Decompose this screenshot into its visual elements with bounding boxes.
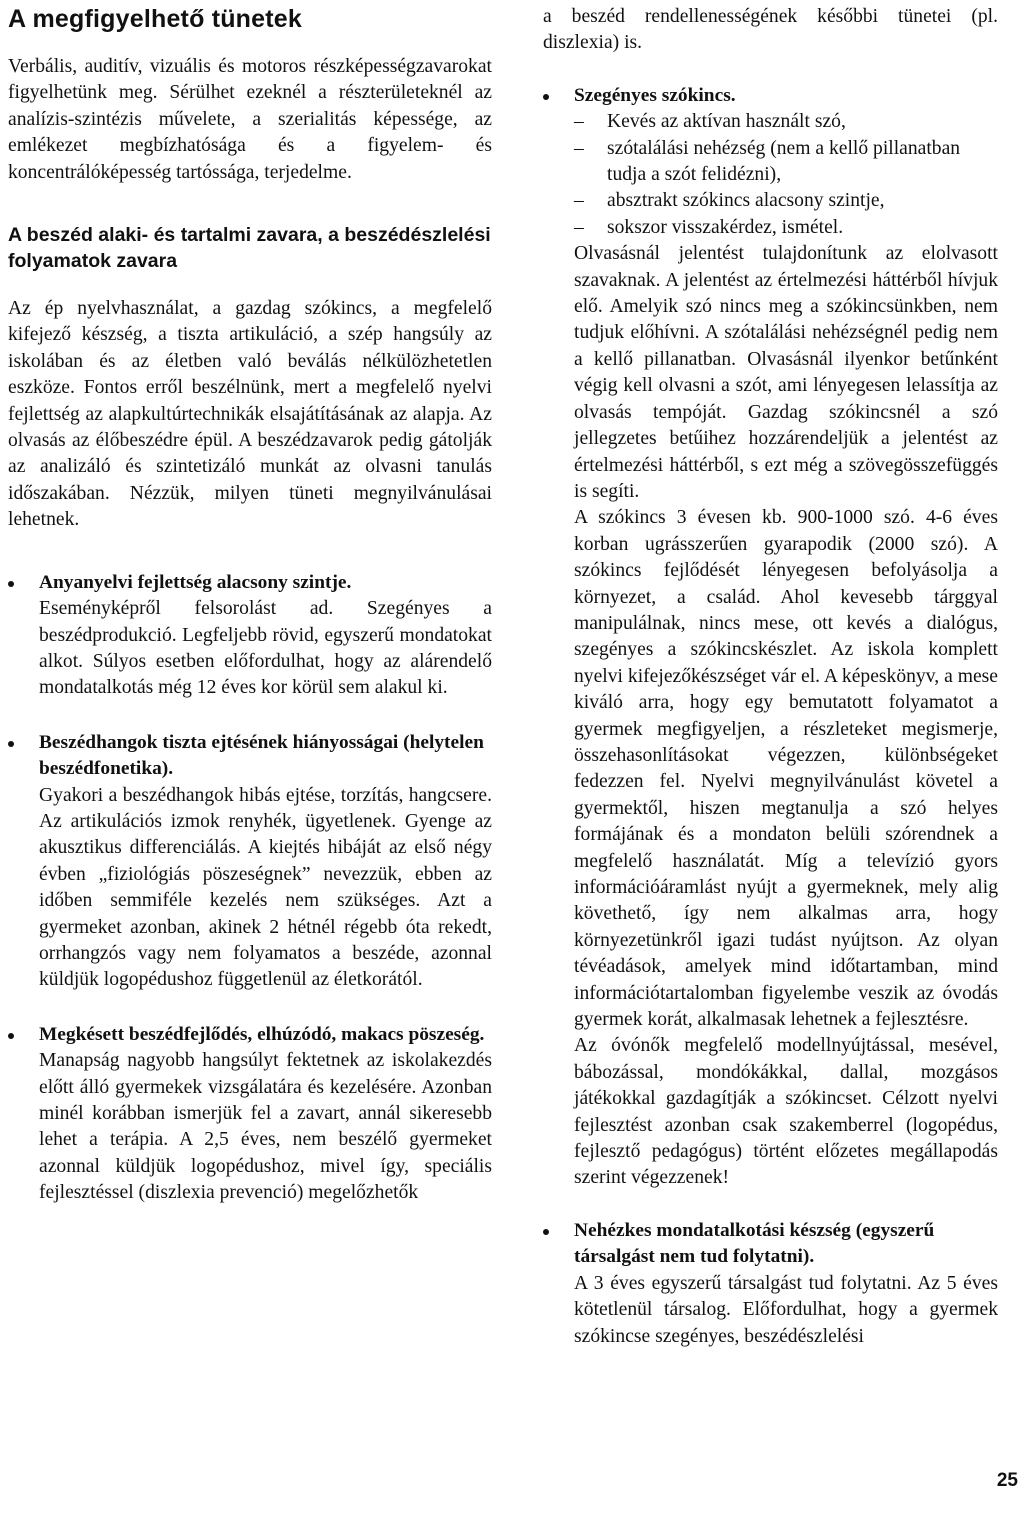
bullet-title: Megkésett beszédfejlődés, elhúzódó, makacs pöszeség.	[39, 1023, 485, 1045]
dash-item-text: szótalálási nehézség (nem a kellő pillanatban tudja a szót felidézni),	[607, 137, 961, 186]
bullet-item	[8, 1022, 492, 1207]
bullet-item	[543, 1218, 998, 1350]
dash-item	[574, 188, 998, 214]
continuation-paragraph: a beszéd rendellenességének későbbi tünetei (pl. diszlexia) is.	[543, 6, 998, 54]
bullet-text: A 3 éves egyszerű társalgást tud folytatni. Az 5 éves kötetlenül társalog. Előfordulhat, hogy a gyermek szókincse szegényes, beszédészlelési	[574, 1272, 998, 1347]
bullet-dot-icon	[8, 741, 14, 747]
bullet-dot-icon	[8, 581, 14, 587]
body-paragraph: Olvasásnál jelentést tulajdonítunk az elolvasott szavaknak. A jelentést az értelmezési háttérből hívjuk elő. Amelyik szó nincs meg a szókincsünkben, nem tudjuk előhívni. A szótalálási nehézségnél pedig nem a kellő pillanatban. Olvasásnál ilyenkor betűnként végig kell olvasni a szót, ami lényegesen lelassítja az olvasás tempóját. Gazdag szókincsnél a szó jellegzetes betűihez hozzárendeljük a jelentést az értelmezési háttérből, s ezt még a szövegösszefüggés is segíti.	[574, 243, 998, 502]
dash-icon: –	[574, 190, 584, 212]
body-paragraph: Az óvónők megfelelő modellnyújtással, mesével, bábozással, mondókákkal, dallal, mozgásos játékokkal gazdagítják a szókincset. Célzott nyelvi fejlesztést azonban csak szakemberrel (logopédus, fejlesztő pedagógus) történt előzetes megállapodás szerint végezzenek!	[574, 1035, 998, 1189]
right-column	[543, 4, 998, 1378]
bullet-text: Manapság nagyobb hangsúlyt fektetnek az iskolakezdés előtt álló gyermekek vizsgálatára és kezelésére. Azonban minél korábban ismerjük fel a zavart, annál sikeresebb lehet a terápia. A 2,5 éves, nem beszélő gyermeket azonnal küldjük logopédushoz, mivel így, speciális fejlesztéssel (diszlexia prevenció) megelőzhetők	[39, 1050, 492, 1204]
bullet-dot-icon	[8, 1033, 14, 1039]
bullet-text: Eseményképről felsorolást ad. Szegényes a beszédprodukció. Legfeljebb rövid, egyszerű mondatokat alkot. Súlyos esetben előfordulhat, hogy az alárendelő mondatalkotás még 12 éves kor körül sem alakul ki.	[39, 598, 492, 699]
section-heading: A megfigyelhető tünetek	[8, 5, 302, 33]
subsection-heading: A beszéd alaki- és tartalmi zavara, a beszédészlelési folyamatok zavara	[8, 224, 491, 273]
dash-item	[574, 215, 998, 241]
dash-item	[574, 109, 998, 135]
dash-icon: –	[574, 216, 584, 238]
subsection-paragraph: Az ép nyelvhasználat, a gazdag szókincs, a megfelelő kifejező készség, a tiszta artikuláció, a szép hangsúly az iskolában és az életben való beválás nélkülözhetetlen eszköze. Fontos erről beszélnünk, mert a megfelelő nyelvi fejlettség az alapkultúrtechnikák elsajátításának az alapja. Az olvasás az élőbeszédre épül. A beszédzavarok pedig gátolják az analizáló és szintetizáló munkát az olvasni tanulás időszakában. Nézzük, milyen tüneti megnyilvánulásai lehetnek.	[8, 298, 492, 531]
intro-paragraph: Verbális, auditív, vizuális és motoros részképességzavarokat figyelhetünk meg. Sérülhet ezeknél a részterületeknél az analízis-szintézis művelete, a szerialitás képessége, az emlékezet megbízhatósága és a figyelem- és koncentrálóképesség tartóssága, terjedelme.	[8, 56, 492, 183]
bullet-item	[8, 730, 492, 994]
dash-icon: –	[574, 137, 584, 159]
bullet-title: Szegényes szókincs.	[574, 84, 736, 106]
dash-item	[574, 136, 998, 189]
left-column	[8, 4, 492, 1235]
bullet-dot-icon	[543, 1229, 549, 1235]
dash-icon: –	[574, 111, 584, 133]
bullet-item	[8, 570, 492, 702]
dash-list	[574, 109, 998, 241]
bullet-title: Anyanyelvi fejlettség alacsony szintje.	[39, 571, 352, 593]
dash-item-text: Kevés az aktívan használt szó,	[607, 111, 846, 133]
dash-item-text: sokszor visszakérdez, ismétel.	[607, 216, 844, 238]
bullet-dot-icon	[543, 94, 549, 100]
body-paragraph: A szókincs 3 évesen kb. 900-1000 szó. 4-6 éves korban ugrásszerűen gyarapodik (2000 szó). A szókincs fejlődését lényegesen befolyásolja a környezet, a család. Ahol kevesebb tárggyal manipulálnak, nincs mese, ott kevés a dialógus, szegényes a szókincskészlet. Az iskola komplett nyelvi kifejezőkészséget vár el. A képeskönyv, a mese kiváló arra, hogy egy bemutatott folyamatot a gyermek megfigyeljen, a részleteket megismerje, összehasonlításokat végezzen, különbségeket fedezzen fel. Nyelvi megnyilvánulást követel a gyermektől, hiszen megtanulja a szó helyes formájának és a mondaton belüli szórendnek a megfelelő használatát. Míg a televízió gyors információáramlást nyújt a gyermeknek, mely alig követhető, így nem alkalmas arra, hogy környezetünkről igazi tudást nyújtson. Az olyan tévéadások, amelyek mind időtartamban, mind információtartalomban figyelembe veszik az óvodás gyermek korát, alkalmasak lehetnek a fejlesztésre.	[574, 507, 998, 1031]
page-number: 25	[996, 1470, 1018, 1491]
dash-item-text: absztrakt szókincs alacsony szintje,	[607, 190, 885, 212]
bullet-text: Gyakori a beszédhangok hibás ejtése, torzítás, hangcsere. Az artikulációs izmok renyhék, ügyetlenek. Gyenge az akusztikus differenciálás. A kiejtés hibáját az első négy évben „fiziológiás pöszeségnek” nevezzük, ebben az időben semmiféle kezelés nem szükséges. Azt a gyermeket azonban, akinek 2 hétnél régebb óta rekedt, orrhangzós vagy nem folyamatos a beszéde, azonnal küldjük logopédushoz függetlenül az életkorától.	[39, 784, 492, 991]
bullet-item	[543, 83, 998, 1192]
bullet-title: Nehézkes mondatalkotási készség (egyszerű társalgást nem tud folytatni).	[574, 1219, 935, 1268]
bullet-title: Beszédhangok tiszta ejtésének hiányosságai (helytelen beszédfonetika).	[39, 731, 484, 780]
